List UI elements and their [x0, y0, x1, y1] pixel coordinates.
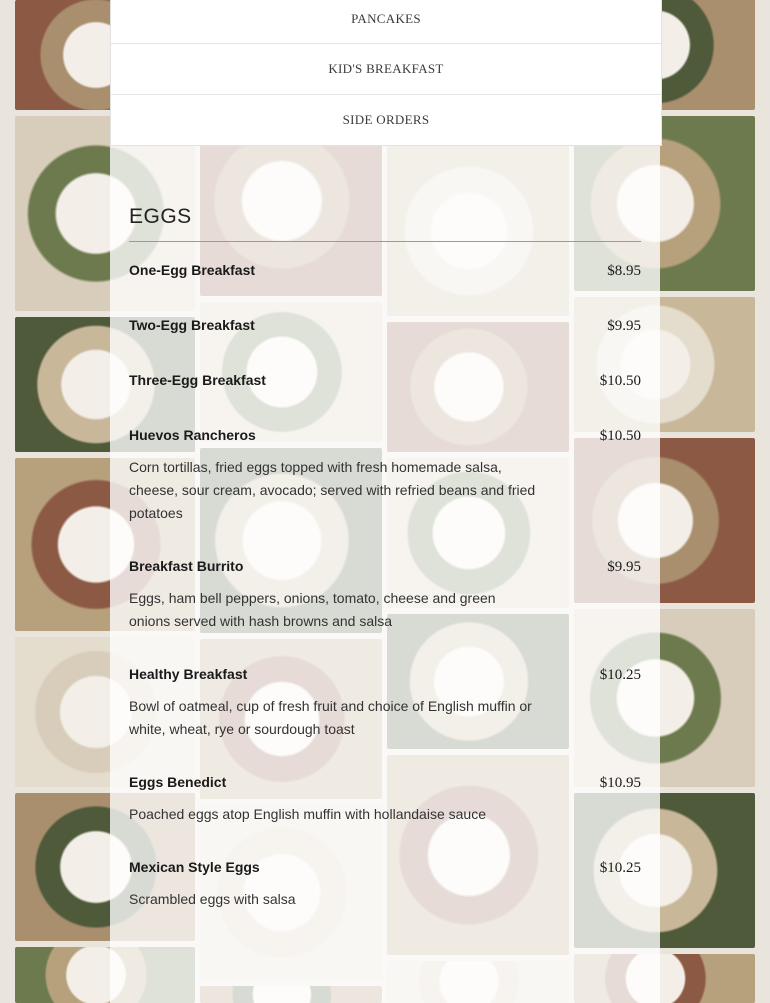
menu-item	[129, 558, 641, 633]
item-price: $10.25	[599, 860, 641, 876]
item-price: $8.95	[607, 263, 641, 279]
item-description: Corn tortillas, fried eggs topped with fresh homemade salsa, cheese, sour cream, avocado; served with refried beans and fried potatoes	[129, 459, 536, 521]
menu-item	[129, 774, 641, 826]
tab-pancakes[interactable]: PANCAKES	[111, 0, 661, 44]
item-name: One-Egg Breakfast	[129, 262, 256, 278]
item-description: Poached eggs atop English muffin with hollandaise sauce	[129, 806, 486, 822]
item-name: Breakfast Burrito	[129, 558, 244, 574]
menu-item	[129, 317, 641, 333]
item-price: $10.50	[599, 428, 641, 444]
item-description: Eggs, ham bell peppers, onions, tomato, cheese and green onions served with hash browns and salsa	[129, 590, 496, 629]
tab-side-orders[interactable]: SIDE ORDERS	[342, 112, 430, 127]
item-name: Eggs Benedict	[129, 774, 227, 790]
menu-item	[129, 666, 641, 741]
item-price: $10.50	[599, 373, 641, 389]
tab-kids-breakfast[interactable]: KID'S BREAKFAST	[111, 44, 661, 95]
category-tabs	[110, 0, 662, 146]
item-price: $9.95	[607, 559, 641, 575]
item-name: Three-Egg Breakfast	[129, 372, 266, 388]
item-description: Bowl of oatmeal, cup of fresh fruit and choice of English muffin or white, wheat, rye or sourdough toast	[129, 698, 532, 737]
section-title: EGGS	[129, 205, 641, 242]
item-name: Healthy Breakfast	[129, 666, 248, 682]
menu-item	[129, 427, 641, 525]
item-price: $10.95	[599, 775, 641, 791]
menu-item	[129, 372, 641, 388]
item-description: Scrambled eggs with salsa	[129, 891, 296, 907]
item-name: Huevos Rancheros	[129, 427, 256, 443]
item-name: Two-Egg Breakfast	[129, 317, 255, 333]
item-price: $10.25	[599, 667, 641, 683]
item-price: $9.95	[607, 318, 641, 334]
menu-item	[129, 859, 641, 911]
item-name: Mexican Style Eggs	[129, 859, 260, 875]
menu-item	[129, 262, 641, 278]
